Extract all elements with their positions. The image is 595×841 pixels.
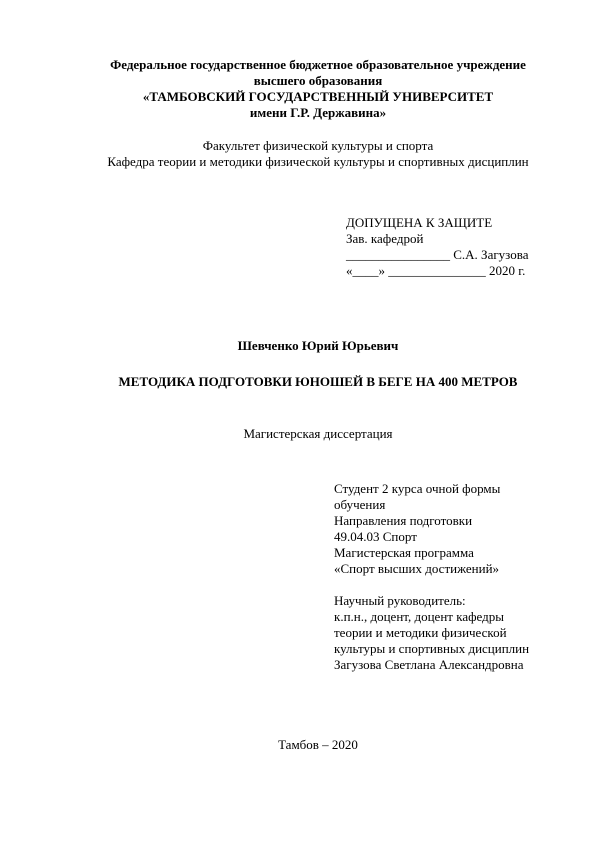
institution-header	[60, 57, 576, 121]
approval-status: ДОПУЩЕНА К ЗАЩИТЕ	[346, 215, 493, 230]
department-name: Кафедра теории и методики физической культуры и спортивных дисциплин	[107, 154, 529, 169]
supervisor-department-line-2: культуры и спортивных дисциплин	[334, 641, 530, 656]
institution-name-line-2: высшего образования	[253, 73, 383, 88]
approval-block	[346, 215, 586, 279]
study-direction-code: 49.04.03 Спорт	[334, 529, 417, 544]
supervisor-department-line-1: теории и методики физической	[334, 625, 507, 640]
study-direction-label: Направления подготовки	[334, 513, 473, 528]
student-course: Студент 2 курса очной формы	[334, 481, 501, 496]
spacer	[334, 577, 584, 593]
author-name: Шевченко Юрий Юрьевич	[237, 338, 399, 353]
approval-role: Зав. кафедрой	[346, 231, 424, 246]
university-name-line-1: «ТАМБОВСКИЙ ГОСУДАРСТВЕННЫЙ УНИВЕРСИТЕТ	[142, 89, 494, 104]
supervisor-name: Загузова Светлана Александровна	[334, 657, 524, 672]
student-info-block	[334, 481, 584, 673]
program-label: Магистерская программа	[334, 545, 474, 560]
supervisor-degree: к.п.н., доцент, доцент кафедры	[334, 609, 504, 624]
institution-name-line-1: Федеральное государственное бюджетное образовательное учреждение	[110, 57, 526, 72]
student-study-form: обучения	[334, 497, 386, 512]
approval-date-line: «____» _______________ 2020 г.	[346, 263, 526, 278]
faculty-block	[60, 138, 576, 170]
program-name: «Спорт высших достижений»	[334, 561, 500, 576]
thesis-type: Магистерская диссертация	[243, 426, 393, 441]
faculty-name: Факультет физической культуры и спорта	[202, 138, 434, 153]
city-year: Тамбов – 2020	[278, 737, 358, 752]
thesis-title: МЕТОДИКА ПОДГОТОВКИ ЮНОШЕЙ В БЕГЕ НА 400 МЕТРОВ	[118, 374, 518, 389]
approval-signature-line: ________________ С.А. Загузова	[346, 247, 529, 262]
university-name-line-2: имени Г.Р. Державина»	[249, 105, 387, 120]
supervisor-label: Научный руководитель:	[334, 593, 466, 608]
